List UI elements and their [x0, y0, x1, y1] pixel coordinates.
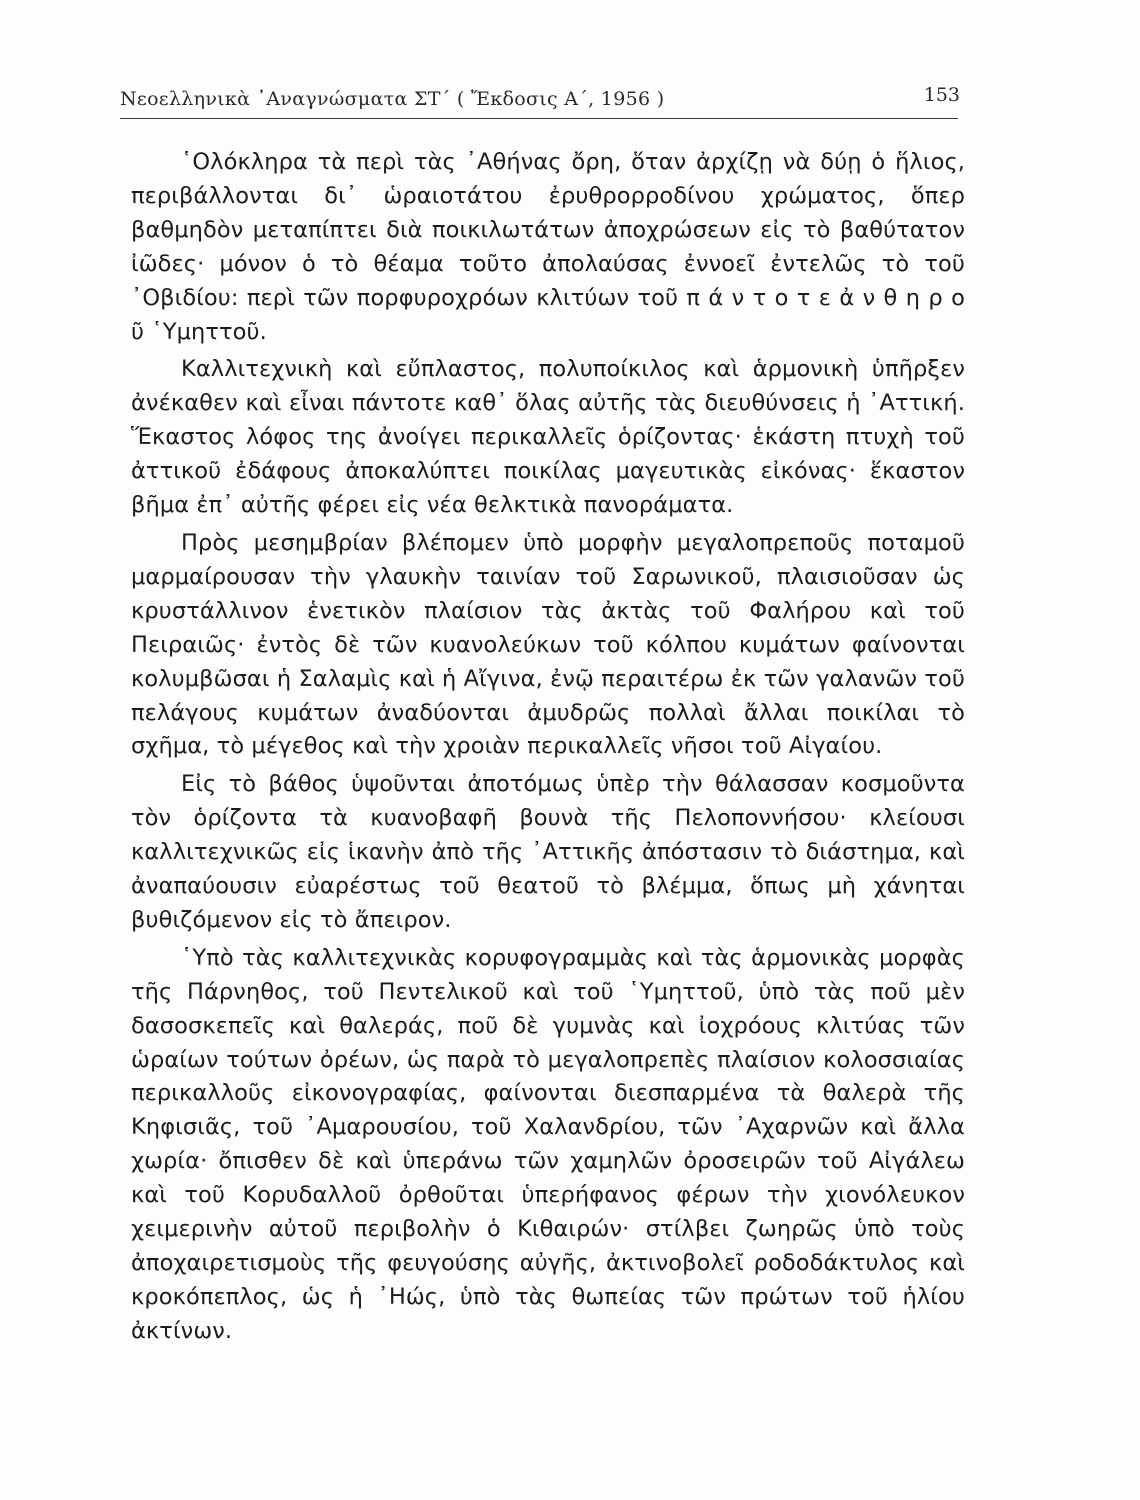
page-number: 153 [923, 84, 960, 106]
running-header [120, 84, 960, 114]
paragraph-4: Εἰς τὸ βάθος ὑψοῦνται ἀποτόμως ὑπὲρ τὴν θάλασσαν κοσμοῦντα τὸν ὁρίζοντα τὰ κυανοβαφῆ βουνὰ τῆς Πελοποννήσου· κλείουσι καλλιτεχνικῶς εἰς ἱκανὴν ἀπὸ τῆς ᾿Αττικῆς ἀπόστασιν τὸ διάστημα, καὶ ἀναπαύουσιν εὐαρέστως τοῦ θεατοῦ τὸ βλέμμα, ὅπως μὴ χάνηται βυθιζόμενον εἰς τὸ ἄπειρον. [131, 771, 965, 933]
paragraph-1: ῾Ολόκληρα τὰ περὶ τὰς ᾿Αθήνας ὄρη, ὅταν ἀρχίζῃ νὰ δύῃ ὁ ἥλιος, περιβάλλονται δι᾿ ὡραιοτάτου ἐρυθρορροδίνου χρώματος, ὅπερ βαθμηδὸν μεταπίπτει διὰ ποικιλωτάτων ἀποχρώσεων εἰς τὸ βαθύτατον ἰῶδες· μόνον ὁ τὸ θέαμα τοῦτο ἀπολαύσας ἐννοεῖ ἐντελῶς τὸ τοῦ ᾿Οβιδίου: περὶ τῶν πορφυροχρόων κλιτύων τοῦ π ά ν τ ο τ ε ἀ ν θ η ρ ο ῦ ῾Υμηττοῦ. [131, 149, 965, 345]
body-text [131, 146, 965, 1353]
running-title: Νεοελληνικὰ ᾿Αναγνώσματα ΣΤ΄ ( Ἔκδοσις Α΄, 1956 ) [120, 88, 665, 110]
paragraph-5: ῾Υπὸ τὰς καλλιτεχνικὰς κορυφογραμμὰς καὶ τὰς ἁρμονικὰς μορφὰς τῆς Πάρνηθος, τοῦ Πεντελικοῦ καὶ τοῦ ῾Υμηττοῦ, ὑπὸ τὰς ποῦ μὲν δασοσκεπεῖς καὶ θαλεράς, ποῦ δὲ γυμνὰς καὶ ἰοχρόους κλιτύας τῶν ὡραίων τούτων ὀρέων, ὡς παρὰ τὸ μεγαλοπρεπὲς πλαίσιον κολοσσιαίας περικαλλοῦς εἰκονογραφίας, φαίνονται διεσπαρμένα τὰ θαλερὰ τῆς Κηφισιᾶς, τοῦ ᾿Αμαρουσίου, τοῦ Χαλανδρίου, τῶν ᾿Αχαρνῶν καὶ ἄλλα χωρία· ὄπισθεν δὲ καὶ ὑπεράνω τῶν χαμηλῶν ὀροσειρῶν τοῦ Αἰγάλεω καὶ τοῦ Κορυδαλλοῦ ὀρθοῦται ὑπερήφανος φέρων τὴν χιονόλευκον χειμερινὴν αὐτοῦ περιβολὴν ὁ Κιθαιρών· στίλβει ζωηρῶς ὑπὸ τοὺς ἀποχαιρετισμοὺς τῆς φευγούσης αὐγῆς, ἀκτινοβολεῖ ροδοδάκτυλος καὶ κροκόπεπλος, ὡς ἡ ᾿Ηώς, ὑπὸ τὰς θωπείας τῶν πρώτων τοῦ ἡλίου ἀκτίνων. [131, 944, 965, 1344]
paragraph-3: Πρὸς μεσημβρίαν βλέπομεν ὑπὸ μορφὴν μεγαλοπρεποῦς ποταμοῦ μαρμαίρουσαν τὴν γλαυκὴν ταινίαν τοῦ Σαρωνικοῦ, πλαισιοῦσαν ὡς κρυστάλλινον ἑνετικὸν πλαίσιον τὰς ἀκτὰς τοῦ Φαλήρου καὶ τοῦ Πειραιῶς· ἐντὸς δὲ τῶν κυανολεύκων τοῦ κόλπου κυμάτων φαίνονται κολυμβῶσαι ἡ Σαλαμὶς καὶ ἡ Αἴγινα, ἐνῷ περαιτέρω ἐκ τῶν γαλανῶν τοῦ πελάγους κυμάτων ἀναδύονται ἀμυδρῶς πολλαὶ ἄλλαι ποικίλαι τὸ σχῆμα, τὸ μέγεθος καὶ τὴν χροιὰν περικαλλεῖς νῆσοι τοῦ Αἰγαίου. [131, 529, 965, 760]
paragraph-2: Καλλιτεχνικὴ καὶ εὔπλαστος, πολυποίκιλος καὶ ἁρμονικὴ ὑπῆρξεν ἀνέκαθεν καὶ εἶναι πάντοτε καθ᾿ ὅλας αὐτῆς τὰς διευθύνσεις ἡ ᾿Αττική. Ἕκαστος λόφος της ἀνοίγει περικαλλεῖς ὁρίζοντας· ἑκάστη πτυχὴ τοῦ ἀττικοῦ ἐδάφους ἀποκαλύπτει ποικίλας μαγευτικὰς εἰκόνας· ἕκαστον βῆμα ἐπ᾿ αὐτῆς φέρει εἰς νέα θελκτικὰ πανοράματα. [131, 356, 965, 519]
header-rule [120, 118, 958, 119]
